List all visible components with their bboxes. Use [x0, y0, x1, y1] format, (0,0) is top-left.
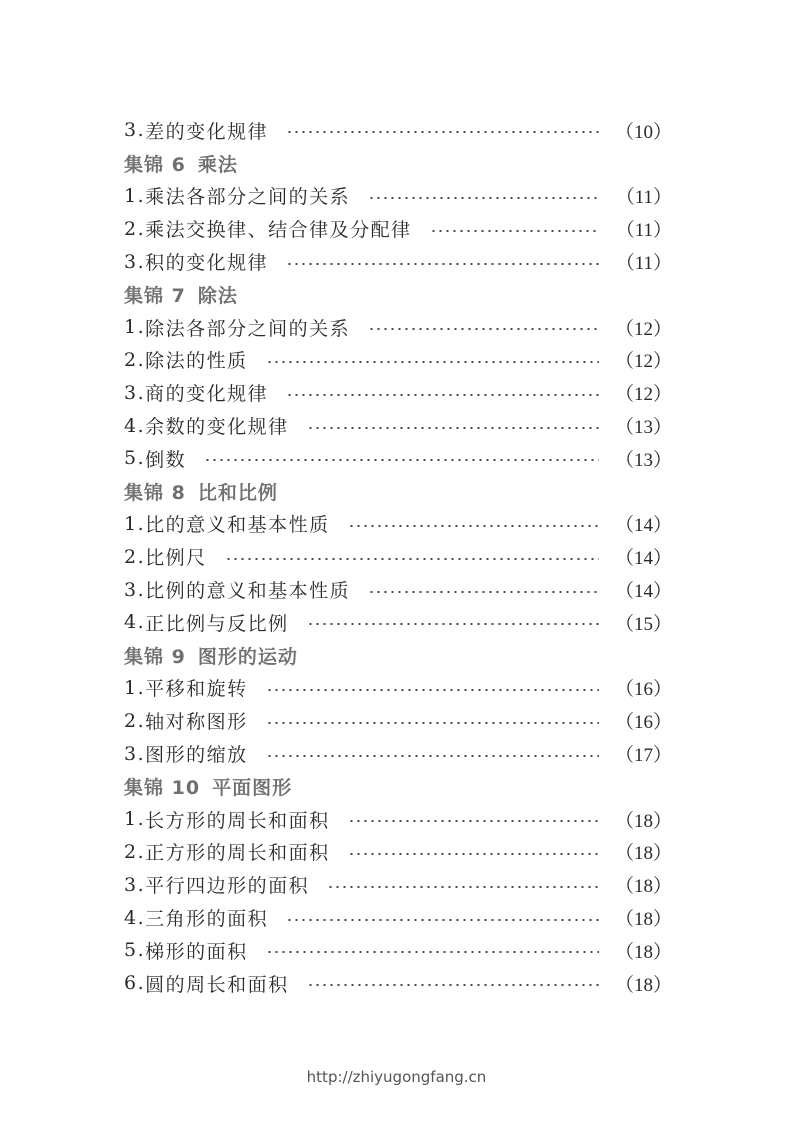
dot-leader	[286, 919, 599, 921]
toc-entry[interactable]	[124, 212, 672, 245]
entry-title: 积的变化规律	[145, 252, 269, 275]
toc-entry[interactable]	[124, 901, 672, 934]
entry-page-number: （18）	[614, 941, 672, 963]
entry-page-number: （14）	[614, 515, 672, 537]
dot-leader	[286, 131, 599, 133]
entry-title: 轴对称图形	[145, 711, 248, 734]
dot-leader	[307, 427, 599, 429]
entry-number: 2.	[124, 545, 146, 568]
entry-title: 乘法各部分之间的关系	[145, 186, 351, 209]
entry-number: 1.	[124, 676, 146, 699]
dot-leader	[266, 951, 599, 953]
entry-title: 梯形的面积	[145, 940, 248, 963]
entry-page-number: （18）	[614, 909, 672, 931]
toc-entry[interactable]	[124, 672, 672, 705]
toc-entry[interactable]	[124, 311, 672, 344]
entry-title: 倒数	[145, 448, 187, 471]
entry-title: 平移和旋转	[145, 678, 248, 701]
entry-page-number: （11）	[615, 187, 672, 209]
section-heading	[124, 475, 672, 508]
toc-entry[interactable]	[124, 508, 672, 541]
entry-title: 长方形的周长和面积	[145, 809, 330, 832]
entry-page-number: （12）	[614, 318, 672, 340]
entry-number: 2.	[124, 348, 146, 371]
entry-title: 比例的意义和基本性质	[145, 580, 351, 603]
entry-page-number: （17）	[614, 745, 672, 767]
entry-title: 差的变化规律	[145, 120, 269, 143]
toc-entry[interactable]	[124, 737, 672, 770]
toc-entry[interactable]	[124, 606, 672, 639]
entry-number: 2.	[124, 217, 146, 240]
entry-number: 2.	[124, 840, 146, 863]
section-label: 集锦 7	[124, 284, 186, 307]
entry-page-number: （14）	[614, 548, 672, 570]
dot-leader	[286, 394, 599, 396]
entry-number: 1.	[124, 316, 146, 339]
footer-url[interactable]: http://zhiyugongfang.cn	[306, 1068, 487, 1086]
entry-number: 4.	[124, 611, 146, 634]
dot-leader	[307, 623, 599, 625]
section-heading	[124, 639, 672, 672]
toc-entry[interactable]	[124, 573, 672, 606]
dot-leader	[266, 722, 599, 724]
entry-title: 正方形的周长和面积	[145, 842, 330, 865]
entry-page-number: （16）	[614, 679, 672, 701]
entry-number: 3.	[124, 873, 146, 896]
toc-entry[interactable]	[124, 540, 672, 573]
entry-number: 1.	[124, 184, 146, 207]
entry-page-number: （14）	[614, 581, 672, 603]
entry-page-number: （11）	[615, 220, 672, 242]
entry-title: 图形的缩放	[145, 744, 248, 767]
entry-number: 5.	[124, 939, 146, 962]
dot-leader	[430, 230, 600, 232]
toc-entry[interactable]	[124, 114, 672, 147]
section-label: 集锦 8	[124, 481, 186, 504]
section-label: 集锦 6	[124, 153, 186, 176]
entry-title: 除法各部分之间的关系	[145, 317, 351, 340]
entry-title: 圆的周长和面积	[145, 973, 289, 996]
entry-title: 余数的变化规律	[145, 416, 289, 439]
entry-page-number: （16）	[614, 712, 672, 734]
entry-number: 4.	[124, 414, 146, 437]
entry-number: 3.	[124, 742, 146, 765]
toc-entry[interactable]	[124, 344, 672, 377]
section-title: 平面图形	[212, 776, 293, 799]
section-title: 比和比例	[197, 481, 278, 504]
entry-page-number: （11）	[615, 253, 672, 275]
entry-title: 乘法交换律、结合律及分配律	[145, 219, 412, 242]
entry-number: 3.	[124, 119, 146, 142]
toc-entry[interactable]	[124, 967, 672, 1000]
entry-number: 3.	[124, 250, 146, 273]
dot-leader	[368, 328, 599, 330]
section-title: 乘法	[197, 153, 238, 176]
toc-entry[interactable]	[124, 245, 672, 278]
entry-title: 商的变化规律	[145, 383, 269, 406]
toc-entry[interactable]	[124, 180, 672, 213]
entry-title: 比例尺	[145, 547, 207, 570]
dot-leader	[225, 558, 599, 560]
toc-entry[interactable]	[124, 409, 672, 442]
dot-leader	[348, 820, 599, 822]
entry-page-number: （10）	[614, 121, 672, 143]
entry-page-number: （18）	[614, 810, 672, 832]
entry-page-number: （18）	[614, 876, 672, 898]
toc-entry[interactable]	[124, 868, 672, 901]
entry-number: 5.	[124, 447, 146, 470]
section-label: 集锦 10	[124, 776, 201, 799]
entry-title: 除法的性质	[145, 350, 248, 373]
toc-entry[interactable]	[124, 836, 672, 869]
entry-number: 1.	[124, 808, 146, 831]
section-title: 图形的运动	[197, 645, 298, 668]
section-label: 集锦 9	[124, 645, 186, 668]
entry-number: 3.	[124, 381, 146, 404]
entry-number: 6.	[124, 972, 146, 995]
dot-leader	[368, 591, 599, 593]
table-of-contents	[124, 114, 672, 1000]
dot-leader	[204, 459, 599, 461]
dot-leader	[266, 689, 599, 691]
dot-leader	[286, 263, 600, 265]
toc-entry[interactable]	[124, 376, 672, 409]
entry-page-number: （13）	[614, 417, 672, 439]
entry-page-number: （12）	[614, 351, 672, 373]
entry-title: 比的意义和基本性质	[145, 514, 330, 537]
section-heading	[124, 278, 672, 311]
toc-entry[interactable]	[124, 934, 672, 967]
dot-leader	[327, 886, 599, 888]
section-title: 除法	[197, 284, 238, 307]
toc-entry[interactable]	[124, 704, 672, 737]
entry-number: 4.	[124, 906, 146, 929]
entry-number: 1.	[124, 512, 146, 535]
section-heading	[124, 147, 672, 180]
entry-number: 3.	[124, 578, 146, 601]
entry-title: 平行四边形的面积	[145, 875, 310, 898]
entry-page-number: （15）	[614, 613, 672, 635]
dot-leader	[368, 197, 600, 199]
entry-page-number: （13）	[614, 449, 672, 471]
dot-leader	[307, 984, 599, 986]
entry-page-number: （18）	[614, 974, 672, 996]
dot-leader	[348, 525, 599, 527]
dot-leader	[348, 853, 599, 855]
entry-number: 2.	[124, 709, 146, 732]
dot-leader	[266, 361, 599, 363]
section-heading	[124, 770, 672, 803]
entry-title: 正比例与反比例	[145, 612, 289, 635]
toc-entry[interactable]	[124, 803, 672, 836]
dot-leader	[266, 755, 599, 757]
entry-title: 三角形的面积	[145, 908, 269, 931]
entry-page-number: （12）	[614, 384, 672, 406]
toc-entry[interactable]	[124, 442, 672, 475]
entry-page-number: （18）	[614, 843, 672, 865]
